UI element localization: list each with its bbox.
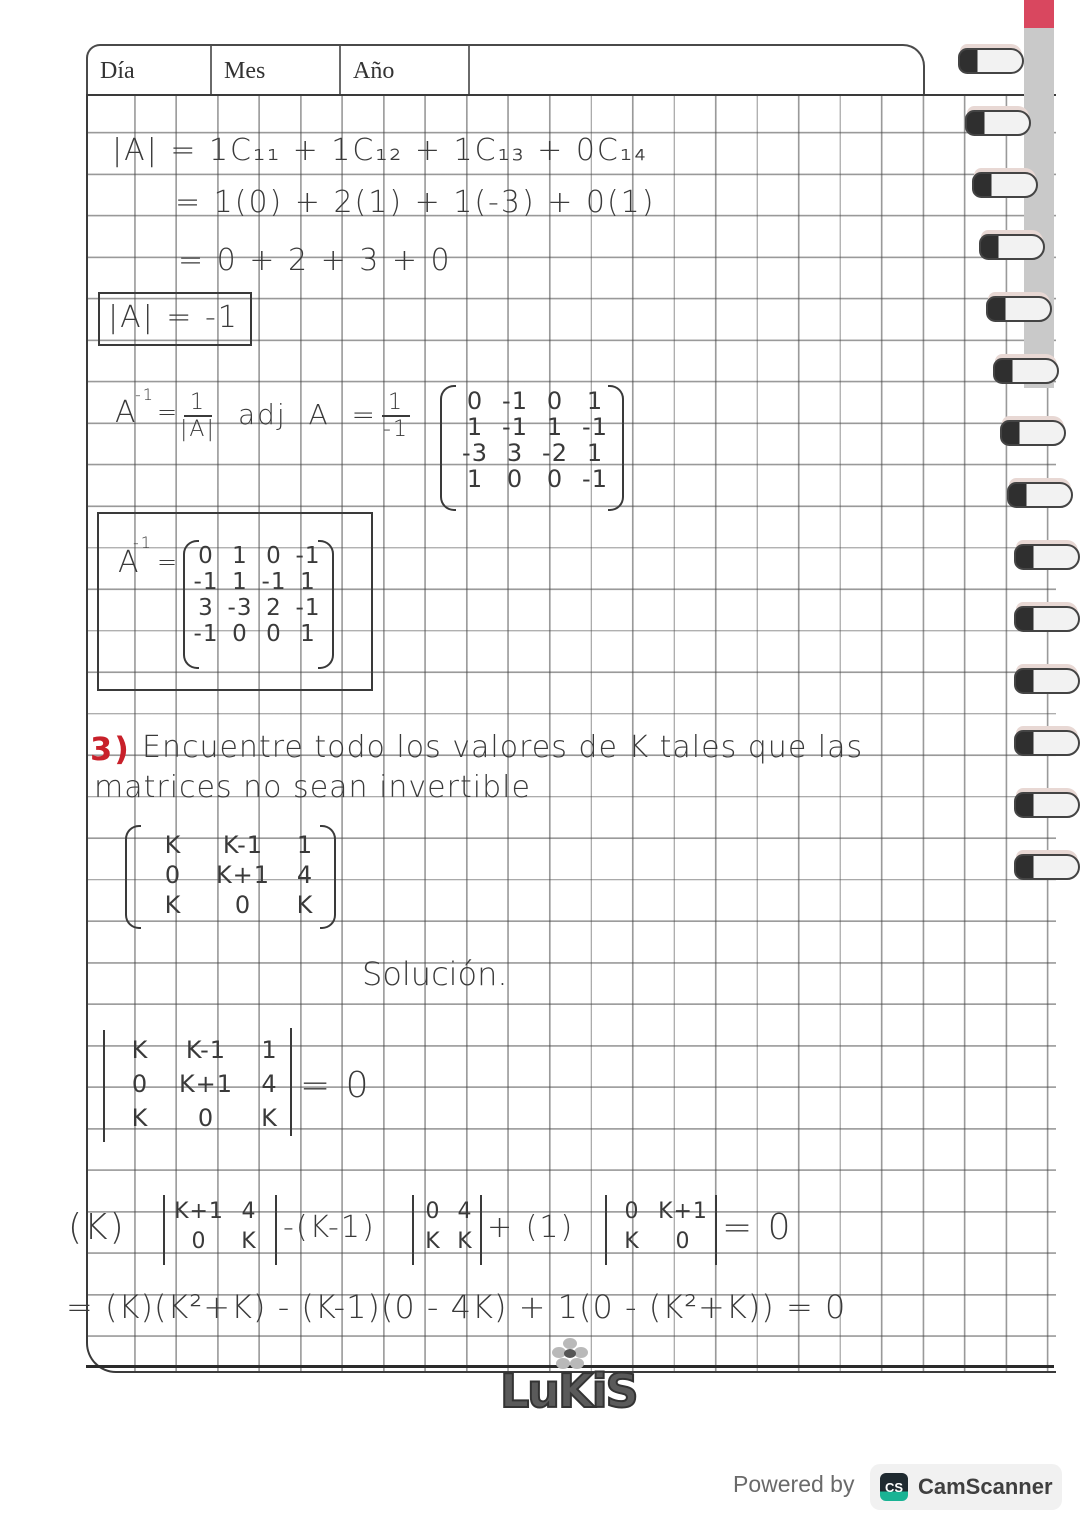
- determinant-result: |A| = -1: [108, 300, 239, 335]
- inverse-result-lhs: A: [118, 545, 141, 580]
- minor-1: [170, 1197, 264, 1257]
- spiral-ring: [1000, 420, 1066, 446]
- matrix-cell: K+1: [215, 861, 271, 889]
- matrix-cell: 0: [198, 543, 214, 569]
- det-equals-zero: = 0: [300, 1065, 371, 1106]
- matrix-cell: 1: [586, 439, 604, 467]
- matrix-cell: 1: [466, 465, 484, 493]
- scalar-numerator: 1: [382, 390, 410, 417]
- minor2-bar-left: [412, 1195, 414, 1265]
- spiral-ring: [965, 110, 1031, 136]
- matrix-cell: -1: [582, 465, 608, 493]
- matrix-cell: K: [261, 1104, 278, 1132]
- solution-title: Solución.: [362, 955, 508, 993]
- date-header: [86, 44, 925, 96]
- matrix-cell: 1: [300, 621, 316, 647]
- spiral-ring: [958, 48, 1024, 74]
- spiral-ring: [1014, 730, 1080, 756]
- inverse-eq: =: [157, 398, 180, 426]
- determinant-line-1: |A| = 1C₁₁ + 1C₁₂ + 1C₁₃ + 0C₁₄: [112, 133, 648, 168]
- camscanner-badge[interactable]: [870, 1464, 1062, 1510]
- matrix-cell: -1: [193, 621, 219, 647]
- matrix-cell: K: [164, 831, 182, 859]
- matrix-cell: 0: [131, 1070, 149, 1098]
- matrix-cell: -1: [295, 595, 321, 621]
- notebook-cover-edge: [1024, 0, 1054, 28]
- powered-by-text: Powered by: [733, 1471, 855, 1497]
- spiral-ring: [993, 358, 1059, 384]
- year-field: [341, 46, 470, 96]
- solution-det-matrix: [115, 1033, 292, 1135]
- matrix-cell: 1: [232, 543, 248, 569]
- minor3-bar-left: [605, 1195, 607, 1265]
- matrix-cell: 4: [261, 1070, 278, 1098]
- determinant-line-3: = 0 + 2 + 3 + 0: [178, 243, 452, 278]
- camscanner-name: CamScanner: [918, 1474, 1053, 1499]
- day-label: Día: [100, 57, 135, 84]
- problem-number: 3): [90, 730, 131, 768]
- spiral-ring: [1007, 482, 1073, 508]
- matrix-cell: 0: [466, 387, 484, 415]
- fraction-numerator: 1: [184, 390, 212, 417]
- matrix-cell: 4: [296, 861, 314, 889]
- notebook-page: [62, 42, 1052, 1372]
- minor-3: [612, 1197, 708, 1257]
- inverse-result-eq: =: [157, 548, 180, 576]
- matrix-cell: 4: [241, 1199, 257, 1224]
- problem-matrix: [145, 830, 325, 920]
- matrix-cell: -1: [502, 387, 528, 415]
- term3-coefficient: + (1): [487, 1210, 575, 1245]
- matrix-cell: K: [457, 1229, 473, 1254]
- matrix-cell: -1: [582, 413, 608, 441]
- matrix-cell: -1: [261, 569, 287, 595]
- matrix-cell: 0: [234, 891, 252, 919]
- minor3-bar-right: [715, 1195, 717, 1265]
- matrix-cell: 0: [266, 621, 282, 647]
- matrix-cell: -1: [502, 413, 528, 441]
- matrix-cell: 0: [197, 1104, 215, 1132]
- problem-text-line-2: matrices no sean invertible: [94, 770, 531, 805]
- matrix-cell: K-1: [222, 831, 264, 859]
- matrix-cell: 0: [266, 543, 282, 569]
- matrix-cell: 0: [232, 621, 248, 647]
- term2-coefficient: -(K-1): [283, 1210, 376, 1245]
- matrix-cell: -1: [295, 543, 321, 569]
- matrix-cell: K: [164, 891, 182, 919]
- adj-matrix-left-paren: [440, 385, 456, 511]
- lukis-logo: [500, 1338, 637, 1428]
- inverse-lhs-sup: -1: [135, 385, 155, 404]
- expansion-equals-zero: = 0: [722, 1207, 793, 1248]
- expanded-equation: = (K)(K²+K) - (K-1)(0 - 4K) + 1(0 - (K²+K)) = 0: [66, 1288, 847, 1326]
- minor-2: [420, 1197, 478, 1257]
- problem-text-line-1: Encuentre todo los valores de K tales que las: [142, 730, 864, 765]
- matrix-cell: 1: [232, 569, 248, 595]
- determinant-line-2: = 1(0) + 2(1) + 1(-3) + 0(1): [175, 185, 656, 220]
- matrix-cell: K: [425, 1229, 441, 1254]
- scalar-denominator: -1: [383, 417, 409, 442]
- spiral-ring: [972, 172, 1038, 198]
- spiral-ring: [1014, 792, 1080, 818]
- matrix-cell: 3: [198, 595, 214, 621]
- matrix-cell: K: [131, 1104, 149, 1132]
- matrix-cell: 0: [164, 861, 182, 889]
- inverse-matrix-right-paren: [318, 540, 334, 669]
- problem-matrix-right-paren: [320, 825, 336, 929]
- matrix-cell: 0: [506, 465, 524, 493]
- matrix-cell: K-1: [185, 1036, 227, 1064]
- matrix-cell: K+1: [174, 1199, 224, 1224]
- matrix-cell: 1: [300, 569, 316, 595]
- matrix-cell: K: [131, 1036, 149, 1064]
- matrix-cell: 1: [466, 413, 484, 441]
- inverse-result-sup: -1: [133, 533, 153, 552]
- matrix-cell: -2: [542, 439, 568, 467]
- matrix-cell: 3: [506, 439, 524, 467]
- month-field: [212, 46, 341, 96]
- minor1-bar-left: [163, 1195, 165, 1265]
- matrix-cell: K: [624, 1229, 640, 1254]
- matrix-cell: K+1: [658, 1199, 708, 1224]
- matrix-cell: 0: [546, 465, 564, 493]
- matrix-cell: -1: [193, 569, 219, 595]
- spiral-ring: [979, 234, 1045, 260]
- day-field: [88, 46, 212, 96]
- matrix-cell: -3: [462, 439, 488, 467]
- det-bar-left: [103, 1030, 105, 1142]
- month-label: Mes: [224, 57, 266, 84]
- fraction-denominator: |A|: [180, 417, 216, 442]
- minor2-bar-right: [480, 1195, 482, 1265]
- adj-label: adj A =: [238, 398, 377, 431]
- spiral-ring: [1014, 606, 1080, 632]
- matrix-cell: 0: [191, 1229, 207, 1254]
- term1-coefficient: (K): [68, 1207, 126, 1248]
- header-blank: [470, 46, 923, 96]
- matrix-cell: 1: [261, 1036, 278, 1064]
- matrix-cell: 1: [586, 387, 604, 415]
- matrix-cell: 1: [296, 831, 314, 859]
- spiral-ring: [1014, 668, 1080, 694]
- det-bar-right: [290, 1028, 292, 1136]
- logo-text: LuKiS: [500, 1364, 637, 1418]
- camscanner-icon: CS: [880, 1473, 908, 1501]
- matrix-cell: 0: [675, 1229, 691, 1254]
- adj-matrix-right-paren: [608, 385, 624, 511]
- minor1-bar-right: [275, 1195, 277, 1265]
- one-over-det-fraction: [180, 390, 216, 442]
- matrix-cell: K: [296, 891, 314, 919]
- matrix-cell: 0: [546, 387, 564, 415]
- matrix-cell: -3: [227, 595, 253, 621]
- matrix-cell: K: [241, 1229, 257, 1254]
- scalar-fraction: [382, 390, 410, 442]
- matrix-cell: 0: [425, 1199, 441, 1224]
- matrix-cell: 2: [266, 595, 282, 621]
- spiral-binding: [1000, 0, 1080, 1528]
- spiral-shadow: [1024, 28, 1054, 388]
- matrix-cell: K+1: [178, 1070, 234, 1098]
- matrix-cell: 4: [457, 1199, 473, 1224]
- inverse-lhs: A: [115, 395, 138, 430]
- inverse-matrix: [192, 543, 322, 647]
- adjugate-matrix: [458, 388, 612, 492]
- problem-matrix-left-paren: [125, 825, 141, 929]
- spiral-ring: [986, 296, 1052, 322]
- year-label: Año: [353, 57, 395, 84]
- spiral-ring: [1014, 544, 1080, 570]
- matrix-cell: 0: [624, 1199, 640, 1224]
- spiral-ring: [1014, 854, 1080, 880]
- matrix-cell: 1: [546, 413, 564, 441]
